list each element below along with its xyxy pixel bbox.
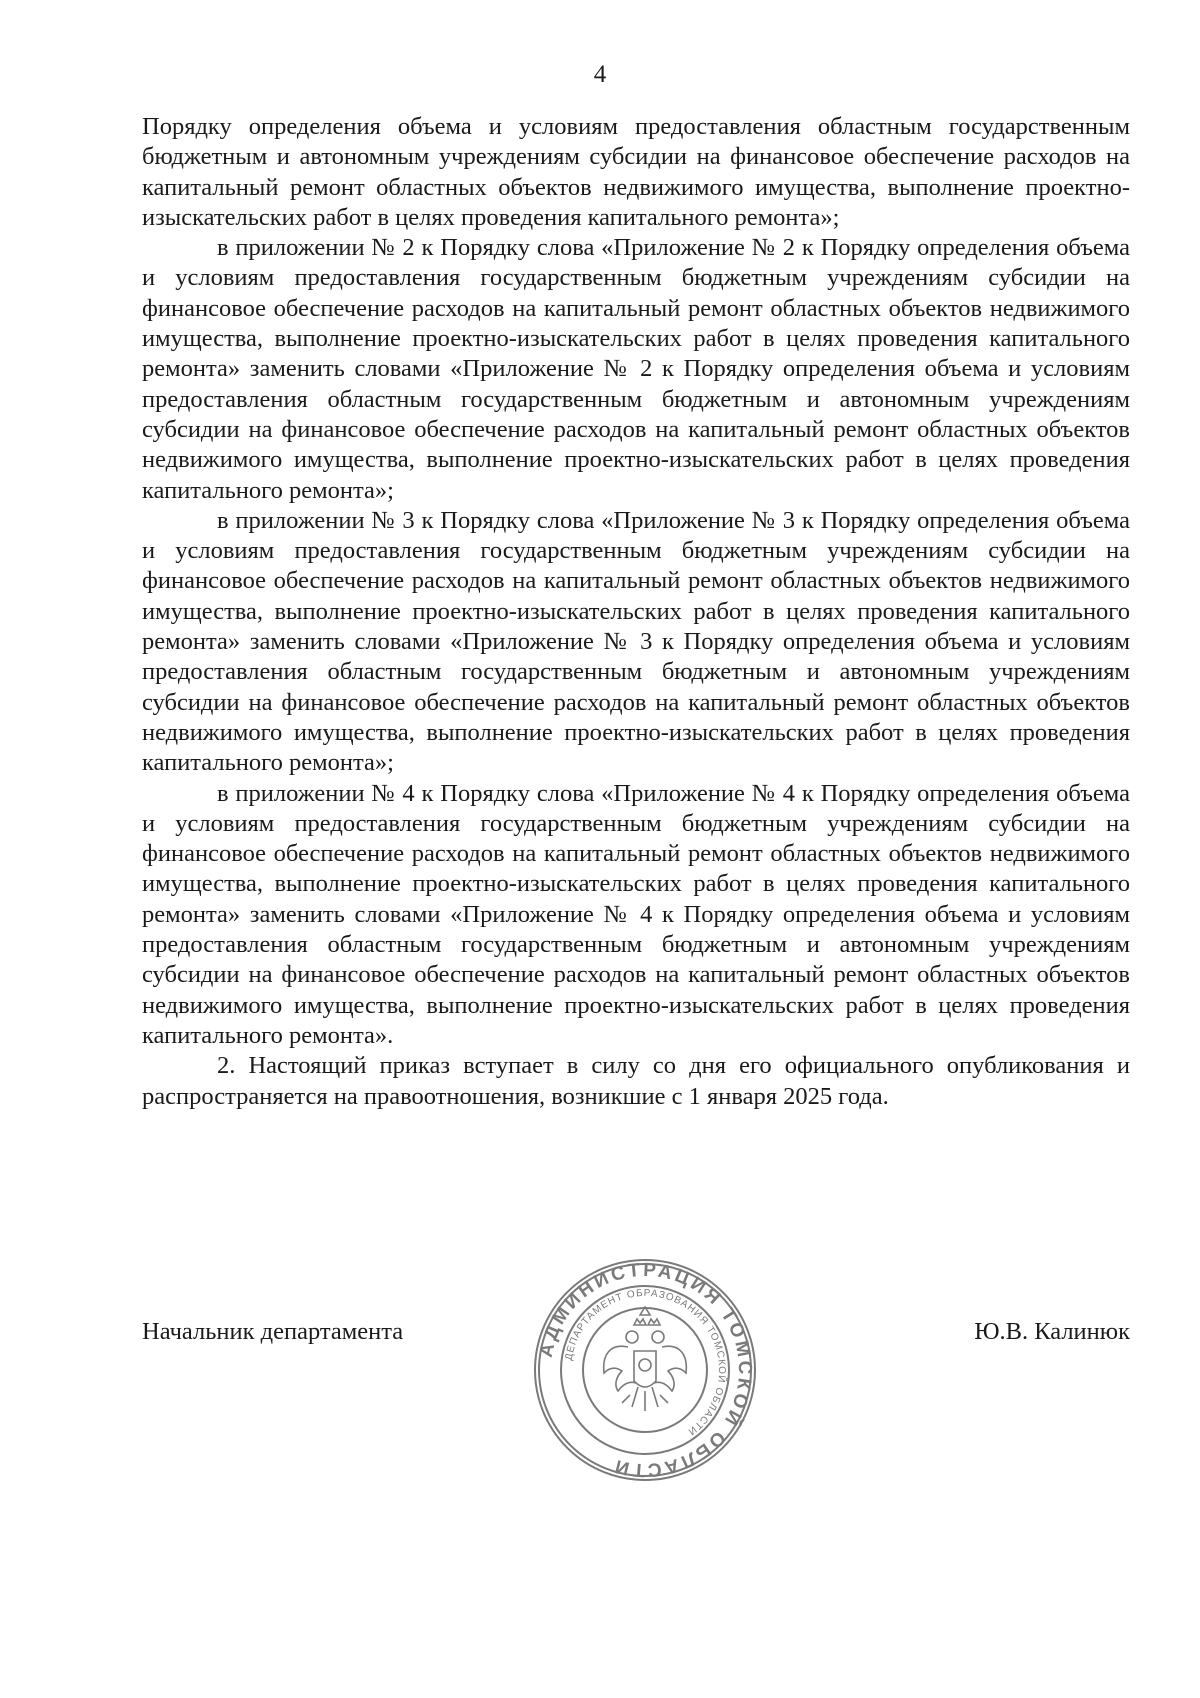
paragraph-appendix-3: в приложении № 3 к Порядку слова «Приложение № 3 к Порядку определения объема и условиям предоставления государственным бюджетным учреждениям субсидии на финансовое обеспечение расходов на капитальный ремонт областных объектов недвижимого имущества, выполнение проектно-изыскательских работ в целях проведения капитального ремонта» заменить словами «Приложение № 3 к Порядку определения объема и условиям предоставления областным государственным бюджетным и автономным учреждениям субсидии на финансовое обеспечение расходов на капитальный ремонт областных объектов недвижимого имущества, выполнение проектно-изыскательских работ в целях проведения капитального ремонта»; <box>142 506 1130 777</box>
paragraph-effective-date: 2. Настоящий приказ вступает в силу со дня его официального опубликования и распространяется на правоотношения, возникшие с 1 января 2025 года. <box>142 1052 1130 1110</box>
seal-outer-text: АДМИНИСТРАЦИЯ ТОМСКОЙ ОБЛАСТИ <box>535 1259 756 1481</box>
seal-inner-text: ДЕПАРТАМЕНТ ОБРАЗОВАНИЯ ТОМСКОЙ ОБЛАСТИ <box>563 1287 728 1438</box>
paragraph-continuation: Порядку определения объема и условиям предоставления областным государственным бюджетным и автономным учреждениям субсидии на финансовое обеспечение расходов на капитальный ремонт областных объектов недвижимого имущества, выполнение проектно-изыскательских работ в целях проведения капитального ремонта»; <box>142 113 1130 231</box>
seal-graphic <box>530 1255 760 1485</box>
paragraph-appendix-2: в приложении № 2 к Порядку слова «Приложение № 2 к Порядку определения объема и условиям предоставления государственным бюджетным учреждениям субсидии на финансовое обеспечение расходов на капитальный ремонт областных объектов недвижимого имущества, выполнение проектно-изыскательских работ в целях проведения капитального ремонта» заменить словами «Приложение № 2 к Порядку определения объема и условиям предоставления областным государственным бюджетным и автономным учреждениям субсидии на финансовое обеспечение расходов на капитальный ремонт областных объектов недвижимого имущества, выполнение проектно-изыскательских работ в целях проведения капитального ремонта»; <box>142 234 1130 504</box>
paragraph-appendix-4: в приложении № 4 к Порядку слова «Приложение № 4 к Порядку определения объема и условиям предоставления государственным бюджетным учреждениям субсидии на финансовое обеспечение расходов на капитальный ремонт областных объектов недвижимого имущества, выполнение проектно-изыскательских работ в целях проведения капитального ремонта» заменить словами «Приложение № 4 к Порядку определения объема и условиям предоставления областным государственным бюджетным и автономным учреждениям субсидии на финансовое обеспечение расходов на капитальный ремонт областных объектов недвижимого имущества, выполнение проектно-изыскательских работ в целях проведения капитального ремонта». <box>142 779 1130 1049</box>
seal-inner-ring <box>583 1308 707 1432</box>
signer-title: Начальник департамента <box>142 1318 404 1345</box>
signer-name: Ю.В. Калинюк <box>974 1318 1130 1345</box>
seal-middle-ring <box>561 1286 729 1454</box>
page-number: 4 <box>593 61 607 88</box>
document-body <box>142 112 1130 1112</box>
double-headed-eagle-icon <box>604 1307 687 1411</box>
official-seal <box>530 1255 760 1485</box>
